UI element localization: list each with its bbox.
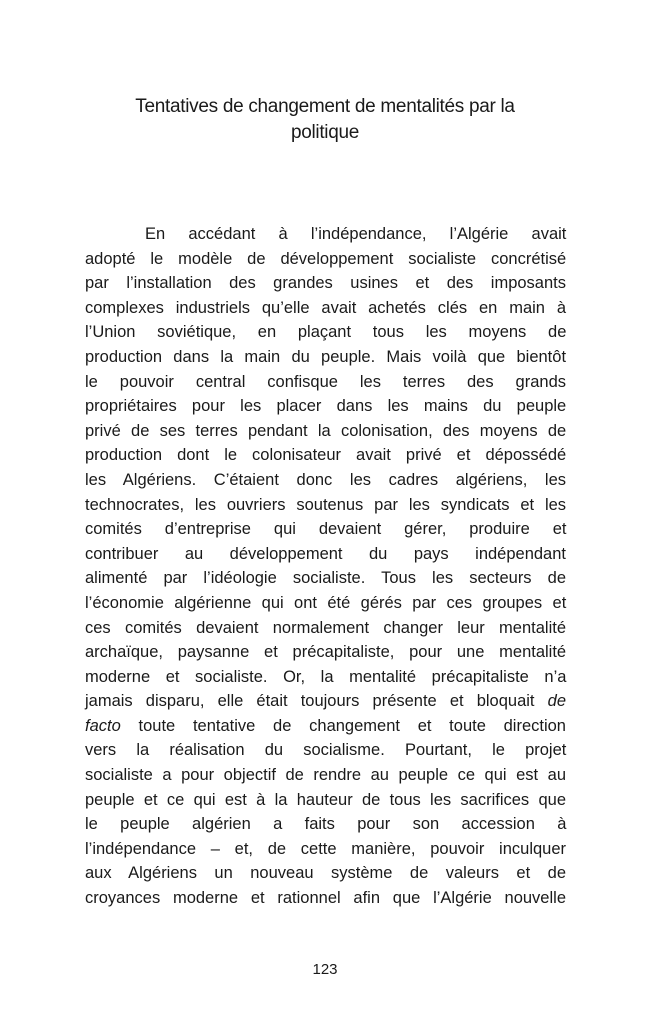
italic-term: de [547,692,567,711]
text-line: vers la réalisation du socialisme. Pourtant, le projet [85,741,567,760]
text-line: production dont le colonisateur avait privé et dépossédé [85,446,567,465]
text-line: moderne et socialiste. Or, la mentalité précapitaliste n’a [85,667,567,686]
text-line: socialiste a pour objectif de rendre au peuple ce qui est au [85,766,566,785]
text-line: alimenté par l’idéologie socialiste. Tous les secteurs de [85,569,566,588]
text-line: ces comités devaient normalement changer leur mentalité [85,618,566,637]
title-line-2: politique [290,122,360,143]
italic-term: facto [85,716,121,735]
text-line: En accédant à l’indépendance, l’Algérie avait [145,225,567,243]
text-line: l’indépendance – et, de cette manière, pouvoir inculquer [85,839,567,858]
text-line: technocrates, les ouvriers soutenus par les syndicats et les [85,495,567,514]
text-segment: jamais disparu, elle était toujours présente et bloquait [85,692,535,711]
text-line: comités d’entreprise qui devaient gérer, produire et [85,520,567,539]
body-paragraph [85,222,566,911]
text-line: le pouvoir central confisque les terres des grands [85,372,566,391]
text-line: les Algériens. C’étaient donc les cadres algériens, les [85,470,566,489]
text-line: production dans la main du peuple. Mais voilà que bientôt [85,347,567,366]
text-line: croyances moderne et rationnel afin que l’Algérie nouvelle [85,889,566,908]
page-title [100,94,550,146]
text-line: l’économie algérienne qui ont été gérés par ces groupes et [85,593,567,612]
text-line-with-italic [85,714,566,739]
text-line-with-italic [85,689,566,714]
text-line: privé de ses terres pendant la colonisation, des moyens de [85,421,567,440]
page-number: 123 [312,961,338,978]
text-line: adopté le modèle de développement socialiste concrétisé [85,249,567,268]
text-line: propriétaires pour les placer dans les mains du peuple [85,397,567,416]
text-line: archaïque, paysanne et précapitaliste, pour une mentalité [85,643,567,662]
text-segment: toute tentative de changement et toute direction [138,716,566,735]
text-line: aux Algériens un nouveau système de valeurs et de [85,864,566,883]
text-line: le peuple algérien a faits pour son accession à [85,815,567,834]
text-line: contribuer au développement du pays indépendant [85,544,566,563]
text-line: par l’installation des grandes usines et des imposants [85,274,566,293]
text-line: peuple et ce qui est à la hauteur de tous les sacrifices que [85,790,566,809]
title-line-1: Tentatives de changement de mentalités par la [135,96,515,117]
text-line: complexes industriels qu’elle avait achetés clés en main à [85,298,566,317]
text-line: l’Union soviétique, en plaçant tous les moyens de [85,323,567,342]
